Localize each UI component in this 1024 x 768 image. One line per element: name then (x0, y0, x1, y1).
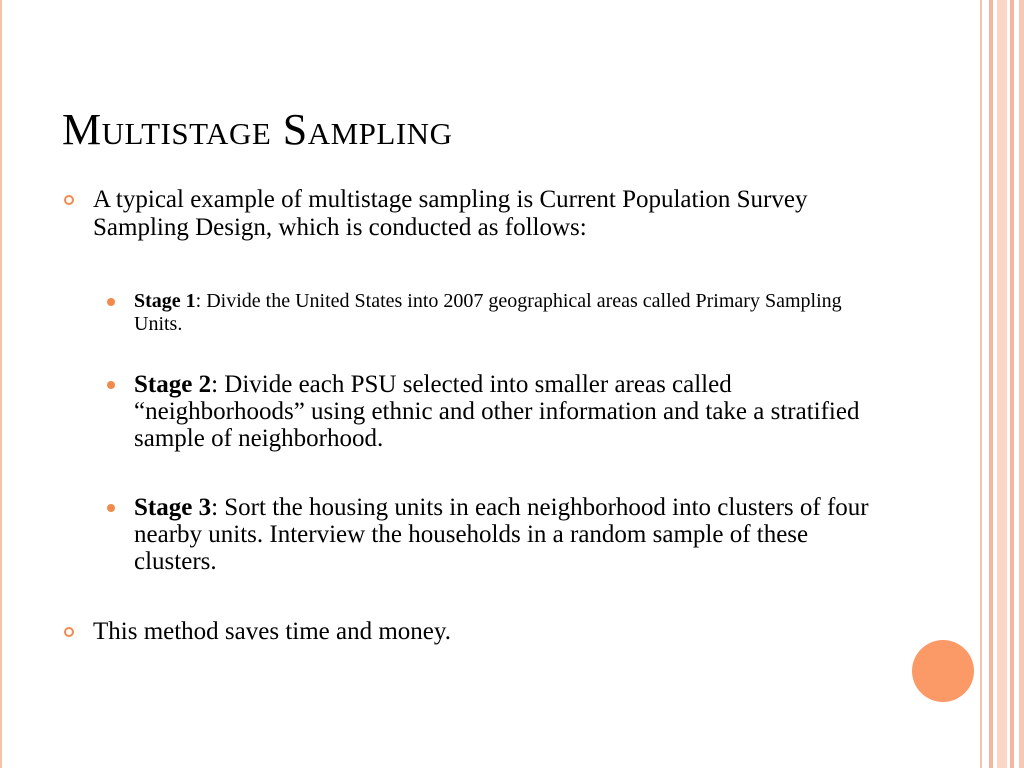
stage-text: Divide each PSU selected into smaller areas called “neighborhoods” using ethnic and other information and take a stratified sample of neighborhood. (134, 371, 860, 452)
bullet-text: A typical example of multistage sampling is Current Population Survey Sampling Design, which is conducted as follows: (93, 186, 808, 241)
stripe (997, 0, 1007, 768)
stage-3-item (62, 494, 892, 575)
left-border-decoration (0, 0, 2, 768)
stage-text: Sort the housing units in each neighborhood into clusters of four nearby units. Interview the households in a random sample of these clusters. (134, 494, 869, 575)
ring-bullet-icon (64, 195, 74, 205)
stage-separator: : (195, 290, 202, 312)
bullet-text: This method saves time and money. (93, 618, 452, 645)
dot-bullet-icon (107, 381, 115, 389)
ring-bullet-icon (64, 627, 74, 637)
bullet-intro (62, 186, 892, 242)
stage-label: Stage 3 (134, 494, 212, 521)
bullet-closing (62, 618, 892, 646)
stage-label: Stage 1 (134, 290, 196, 312)
stage-2-item (62, 371, 892, 452)
stage-1-item (62, 290, 892, 336)
slide-body (62, 186, 892, 646)
right-stripe-decoration (980, 0, 1024, 768)
stripe (980, 0, 982, 768)
orange-circle-decoration (912, 640, 974, 702)
slide-title: Multistage Sampling (62, 105, 453, 154)
stage-separator: : (211, 494, 219, 521)
stage-text: Divide the United States into 2007 geographical areas called Primary Sampling Units. (134, 290, 842, 335)
stage-label: Stage 2 (134, 371, 212, 398)
stripe (1010, 0, 1014, 768)
stripe (1019, 0, 1024, 768)
dot-bullet-icon (107, 298, 115, 306)
stripe (989, 0, 993, 768)
stage-separator: : (211, 371, 219, 398)
dot-bullet-icon (107, 504, 115, 512)
